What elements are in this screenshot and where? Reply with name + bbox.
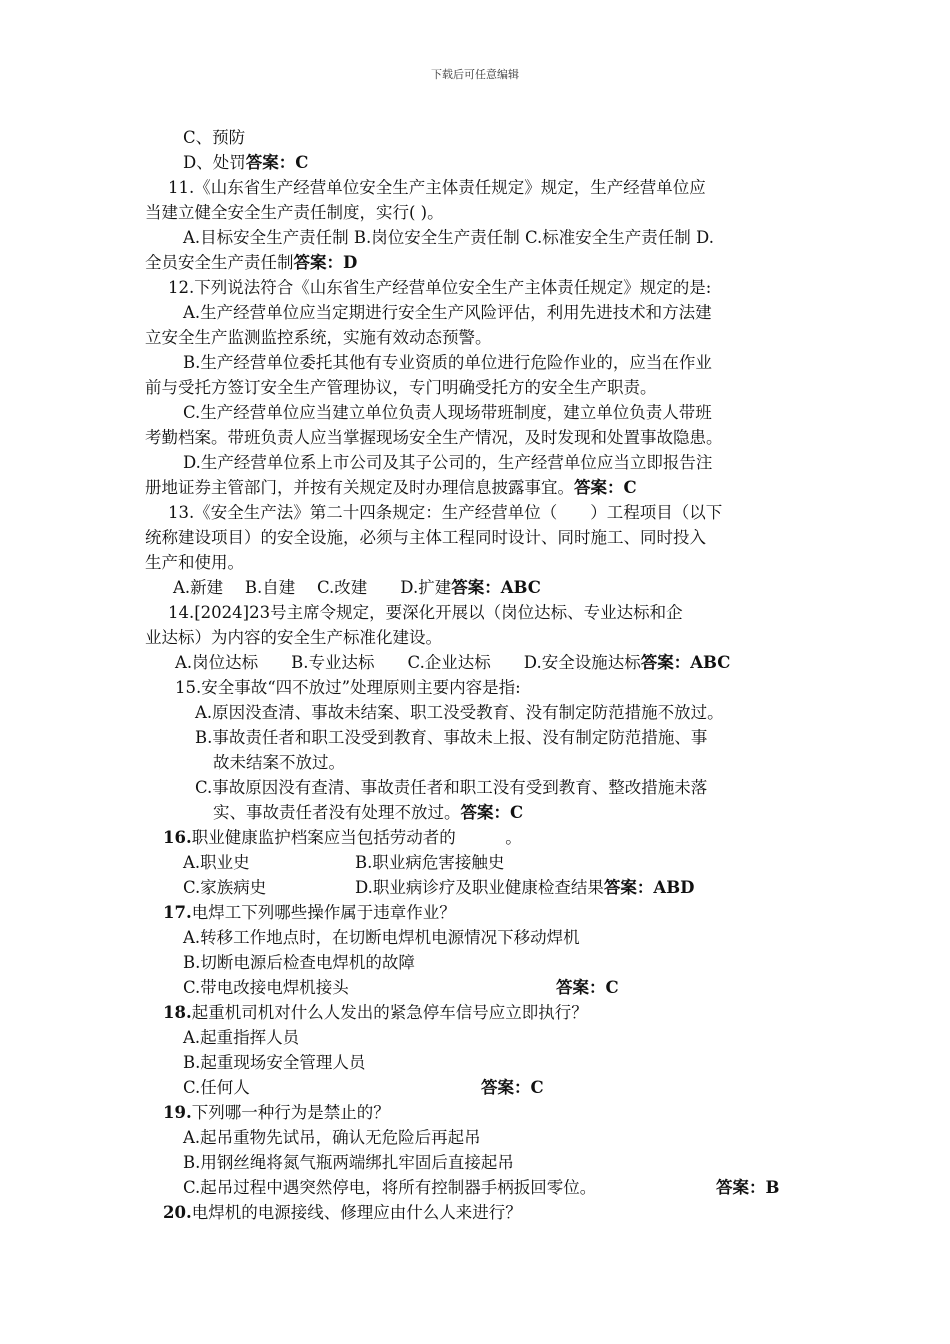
q17-answer: 答案：C bbox=[556, 978, 619, 997]
q12-option-a-2: 立安全生产监测监控系统，实施有效动态预警。 bbox=[145, 328, 492, 347]
q17-text: 17.电焊工下列哪些操作属于违章作业？ bbox=[163, 903, 456, 922]
q12-option-a-1: A.生产经营单位应当定期进行安全生产风险评估，利用先进技术和方法建 bbox=[183, 303, 712, 322]
q16-answer: 答案：ABD bbox=[603, 878, 695, 897]
q19-answer: 答案：B bbox=[716, 1178, 780, 1197]
q13-text-1: 13.《安全生产法》第二十四条规定：生产经营单位（ ）工程项目（以下 bbox=[168, 503, 723, 522]
q13-text-2: 统称建设项目）的安全设施，必须与主体工程同时设计、同时施工、同时投入 bbox=[145, 528, 706, 547]
q20-text: 20.电焊机的电源接线、修理应由什么人来进行？ bbox=[163, 1203, 522, 1222]
q18-option-c: C.任何人 bbox=[183, 1078, 250, 1097]
q13-options: A.新建 B.自建 C.改建 D.扩建答案：ABC bbox=[173, 578, 541, 597]
q15-option-c-2: 实、事故责任者没有处理不放过。答案：C bbox=[213, 803, 524, 822]
q15-option-b-2: 故未结案不放过。 bbox=[213, 753, 345, 772]
q19-option-c: C.起吊过程中遇突然停电，将所有控制器手柄扳回零位。 bbox=[183, 1178, 597, 1197]
q14-options: A.岗位达标 B.专业达标 C.企业达标 D.安全设施达标答案：ABC bbox=[175, 653, 731, 672]
q19-option-a: A.起吊重物先试吊，确认无危险后再起吊 bbox=[183, 1128, 481, 1147]
q17-option-c: C.带电改接电焊机接头 bbox=[183, 978, 349, 997]
q18-text: 18.起重机司机对什么人发出的紧急停车信号应立即执行？ bbox=[163, 1003, 588, 1022]
q18-option-a: A.起重指挥人员 bbox=[183, 1028, 300, 1047]
q11-options-1: A.目标安全生产责任制 B.岗位安全生产责任制 C.标准安全生产责任制 D. bbox=[183, 228, 714, 247]
q19-option-b: B.用钢丝绳将氮气瓶两端绑扎牢固后直接起吊 bbox=[183, 1153, 514, 1172]
q15-option-b-1: B.事故责任者和职工没受到教育、事故未上报、没有制定防范措施、事 bbox=[195, 728, 708, 747]
q12-option-d-1: D.生产经营单位系上市公司及其子公司的，生产经营单位应当立即报告注 bbox=[183, 453, 713, 472]
q16-option-c: C.家族病史 bbox=[183, 878, 267, 897]
q12-option-d-2: 册地证券主管部门，并按有关规定及时办理信息披露事宜。答案：C bbox=[145, 478, 637, 497]
q16-option-a: A.职业史 bbox=[183, 853, 250, 872]
q16-option-b: B.职业病危害接触史 bbox=[355, 853, 505, 872]
q15-answer: 答案：C bbox=[460, 803, 524, 822]
q14-text-1: 14.[2024]23号主席令规定，要深化开展以（岗位达标、专业达标和企 bbox=[168, 603, 683, 622]
q12-option-c-1: C.生产经营单位应当建立单位负责人现场带班制度，建立单位负责人带班 bbox=[183, 403, 712, 422]
q14-answer: 答案：ABC bbox=[640, 653, 731, 672]
q17-option-a: A.转移工作地点时，在切断电焊机电源情况下移动焊机 bbox=[183, 928, 580, 947]
q11-options-2: 全员安全生产责任制答案：D bbox=[145, 253, 358, 272]
q17-option-b: B.切断电源后检查电焊机的故障 bbox=[183, 953, 415, 972]
q11-answer: 答案：D bbox=[293, 253, 358, 272]
q12-option-b-1: B.生产经营单位委托其他有专业资质的单位进行危险作业的，应当在作业 bbox=[183, 353, 712, 372]
q15-text: 15.安全事故“四不放过”处理原则主要内容是指: bbox=[175, 678, 521, 697]
page-header: 下载后可任意编辑 bbox=[431, 68, 519, 81]
q10-option-c: C、预防 bbox=[183, 128, 246, 147]
q19-text: 19.下列哪一种行为是禁止的？ bbox=[163, 1103, 390, 1122]
q15-option-c-1: C.事故原因没有查清、事故责任者和职工没有受到教育、整改措施未落 bbox=[195, 778, 708, 797]
q18-option-b: B.起重现场安全管理人员 bbox=[183, 1053, 366, 1072]
q12-text: 12.下列说法符合《山东省生产经营单位安全生产主体责任规定》规定的是: bbox=[168, 278, 712, 297]
q12-option-b-2: 前与受托方签订安全生产管理协议，专门明确受托方的安全生产职责。 bbox=[145, 378, 657, 397]
q10-option-d: D、处罚答案：C bbox=[183, 153, 309, 172]
q18-answer: 答案：C bbox=[481, 1078, 544, 1097]
q12-option-c-2: 考勤档案。带班负责人应当掌握现场安全生产情况，及时发现和处置事故隐患。 bbox=[145, 428, 723, 447]
q11-text-2: 当建立健全安全生产责任制度，实行( )。 bbox=[145, 203, 444, 222]
q15-option-a: A.原因没查清、事故未结案、职工没受教育、没有制定防范措施不放过。 bbox=[195, 703, 724, 722]
q10-answer: 答案：C bbox=[245, 153, 309, 172]
q16-text: 16.职业健康监护档案应当包括劳动者的 。 bbox=[163, 828, 522, 847]
q11-text-1: 11.《山东省生产经营单位安全生产主体责任规定》规定，生产经营单位应 bbox=[168, 178, 706, 197]
q16-option-d: D.职业病诊疗及职业健康检查结果答案：ABD bbox=[355, 878, 695, 897]
q13-answer: 答案：ABC bbox=[451, 578, 541, 597]
q14-text-2: 业达标）为内容的安全生产标准化建设。 bbox=[145, 628, 442, 647]
q12-answer: 答案：C bbox=[574, 478, 637, 497]
q13-text-3: 生产和使用。 bbox=[145, 553, 244, 572]
